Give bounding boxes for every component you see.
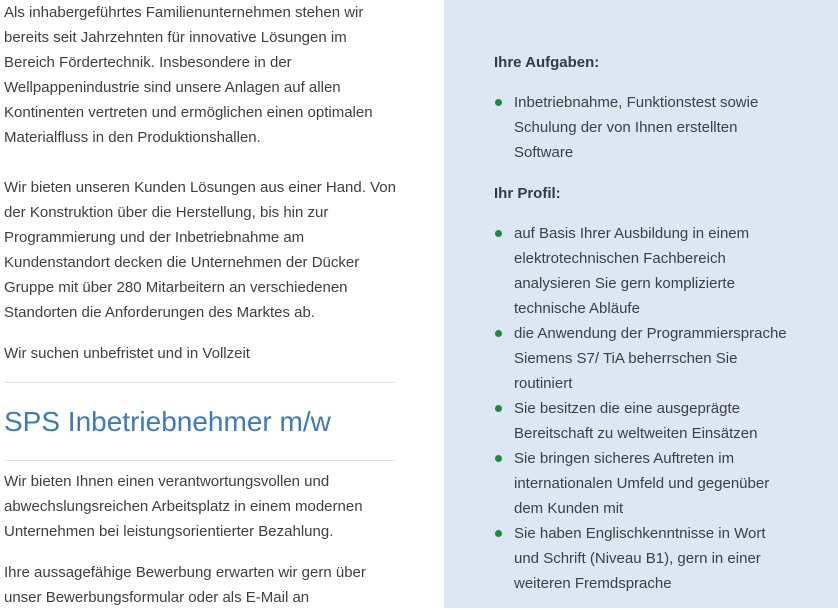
- profile-heading: Ihr Profil:: [494, 185, 561, 202]
- divider: [4, 382, 395, 383]
- intro-paragraph-company: Als inhabergeführtes Familienunternehmen stehen wir bereits seit Jahrzehnten für innovative Lösungen im Bereich Fördertechnik. Insbesondere in der Wellpappenindustrie sind unsere Anlagen auf allen Kontinenten vertreten und ermöglichen einen optimalen Materialfluss in den Produktionshallen.: [4, 4, 373, 146]
- intro-paragraph-solutions: Wir bieten unseren Kunden Lösungen aus einer Hand. Von der Konstruktion über die Herstellung, bis hin zur Programmierung und der Inbetriebnahme am Kundenstandort decken die Unternehmen der Dücker Gruppe mit über 280 Mitarbeitern an verschiedenen Standorten die Anforderungen des Marktes ab.: [4, 179, 396, 321]
- list-item: Sie haben Englischkenntnisse in Wort und Schrift (Niveau B1), gern in einer weiteren Fremdsprache: [494, 521, 794, 596]
- tasks-heading: Ihre Aufgaben:: [494, 54, 600, 71]
- list-item: Inbetriebnahme, Funktionstest sowie Schulung der von Ihnen erstellten Software: [494, 90, 794, 165]
- divider: [4, 460, 395, 461]
- list-item: Sie besitzen die eine ausgeprägte Bereitschaft zu weltweiten Einsätzen: [494, 396, 794, 446]
- list-item: die Anwendung der Programmiersprache Siemens S7/ TiA beherrschen Sie routiniert: [494, 321, 794, 396]
- tasks-list: [494, 90, 794, 165]
- job-title: SPS Inbetriebnehmer m/w: [4, 406, 331, 437]
- intro-paragraph-employment: Wir suchen unbefristet und in Vollzeit: [4, 345, 250, 362]
- list-item: auf Basis Ihrer Ausbildung in einem elektrotechnischen Fachbereich analysieren Sie gern komplizierte technische Abläufe: [494, 221, 794, 321]
- list-item: Sie bringen sicheres Auftreten im internationalen Umfeld und gegenüber dem Kunden mit: [494, 446, 794, 521]
- profile-list: [494, 221, 794, 596]
- job-offer-paragraph: Wir bieten Ihnen einen verantwortungsvollen und abwechslungsreichen Arbeitsplatz in einem modernen Unternehmen bei leistungsorientierter Bezahlung.: [4, 473, 363, 540]
- job-apply-paragraph: Ihre aussagefähige Bewerbung erwarten wir gern über unser Bewerbungsformular oder als E-Mail an: [4, 564, 366, 606]
